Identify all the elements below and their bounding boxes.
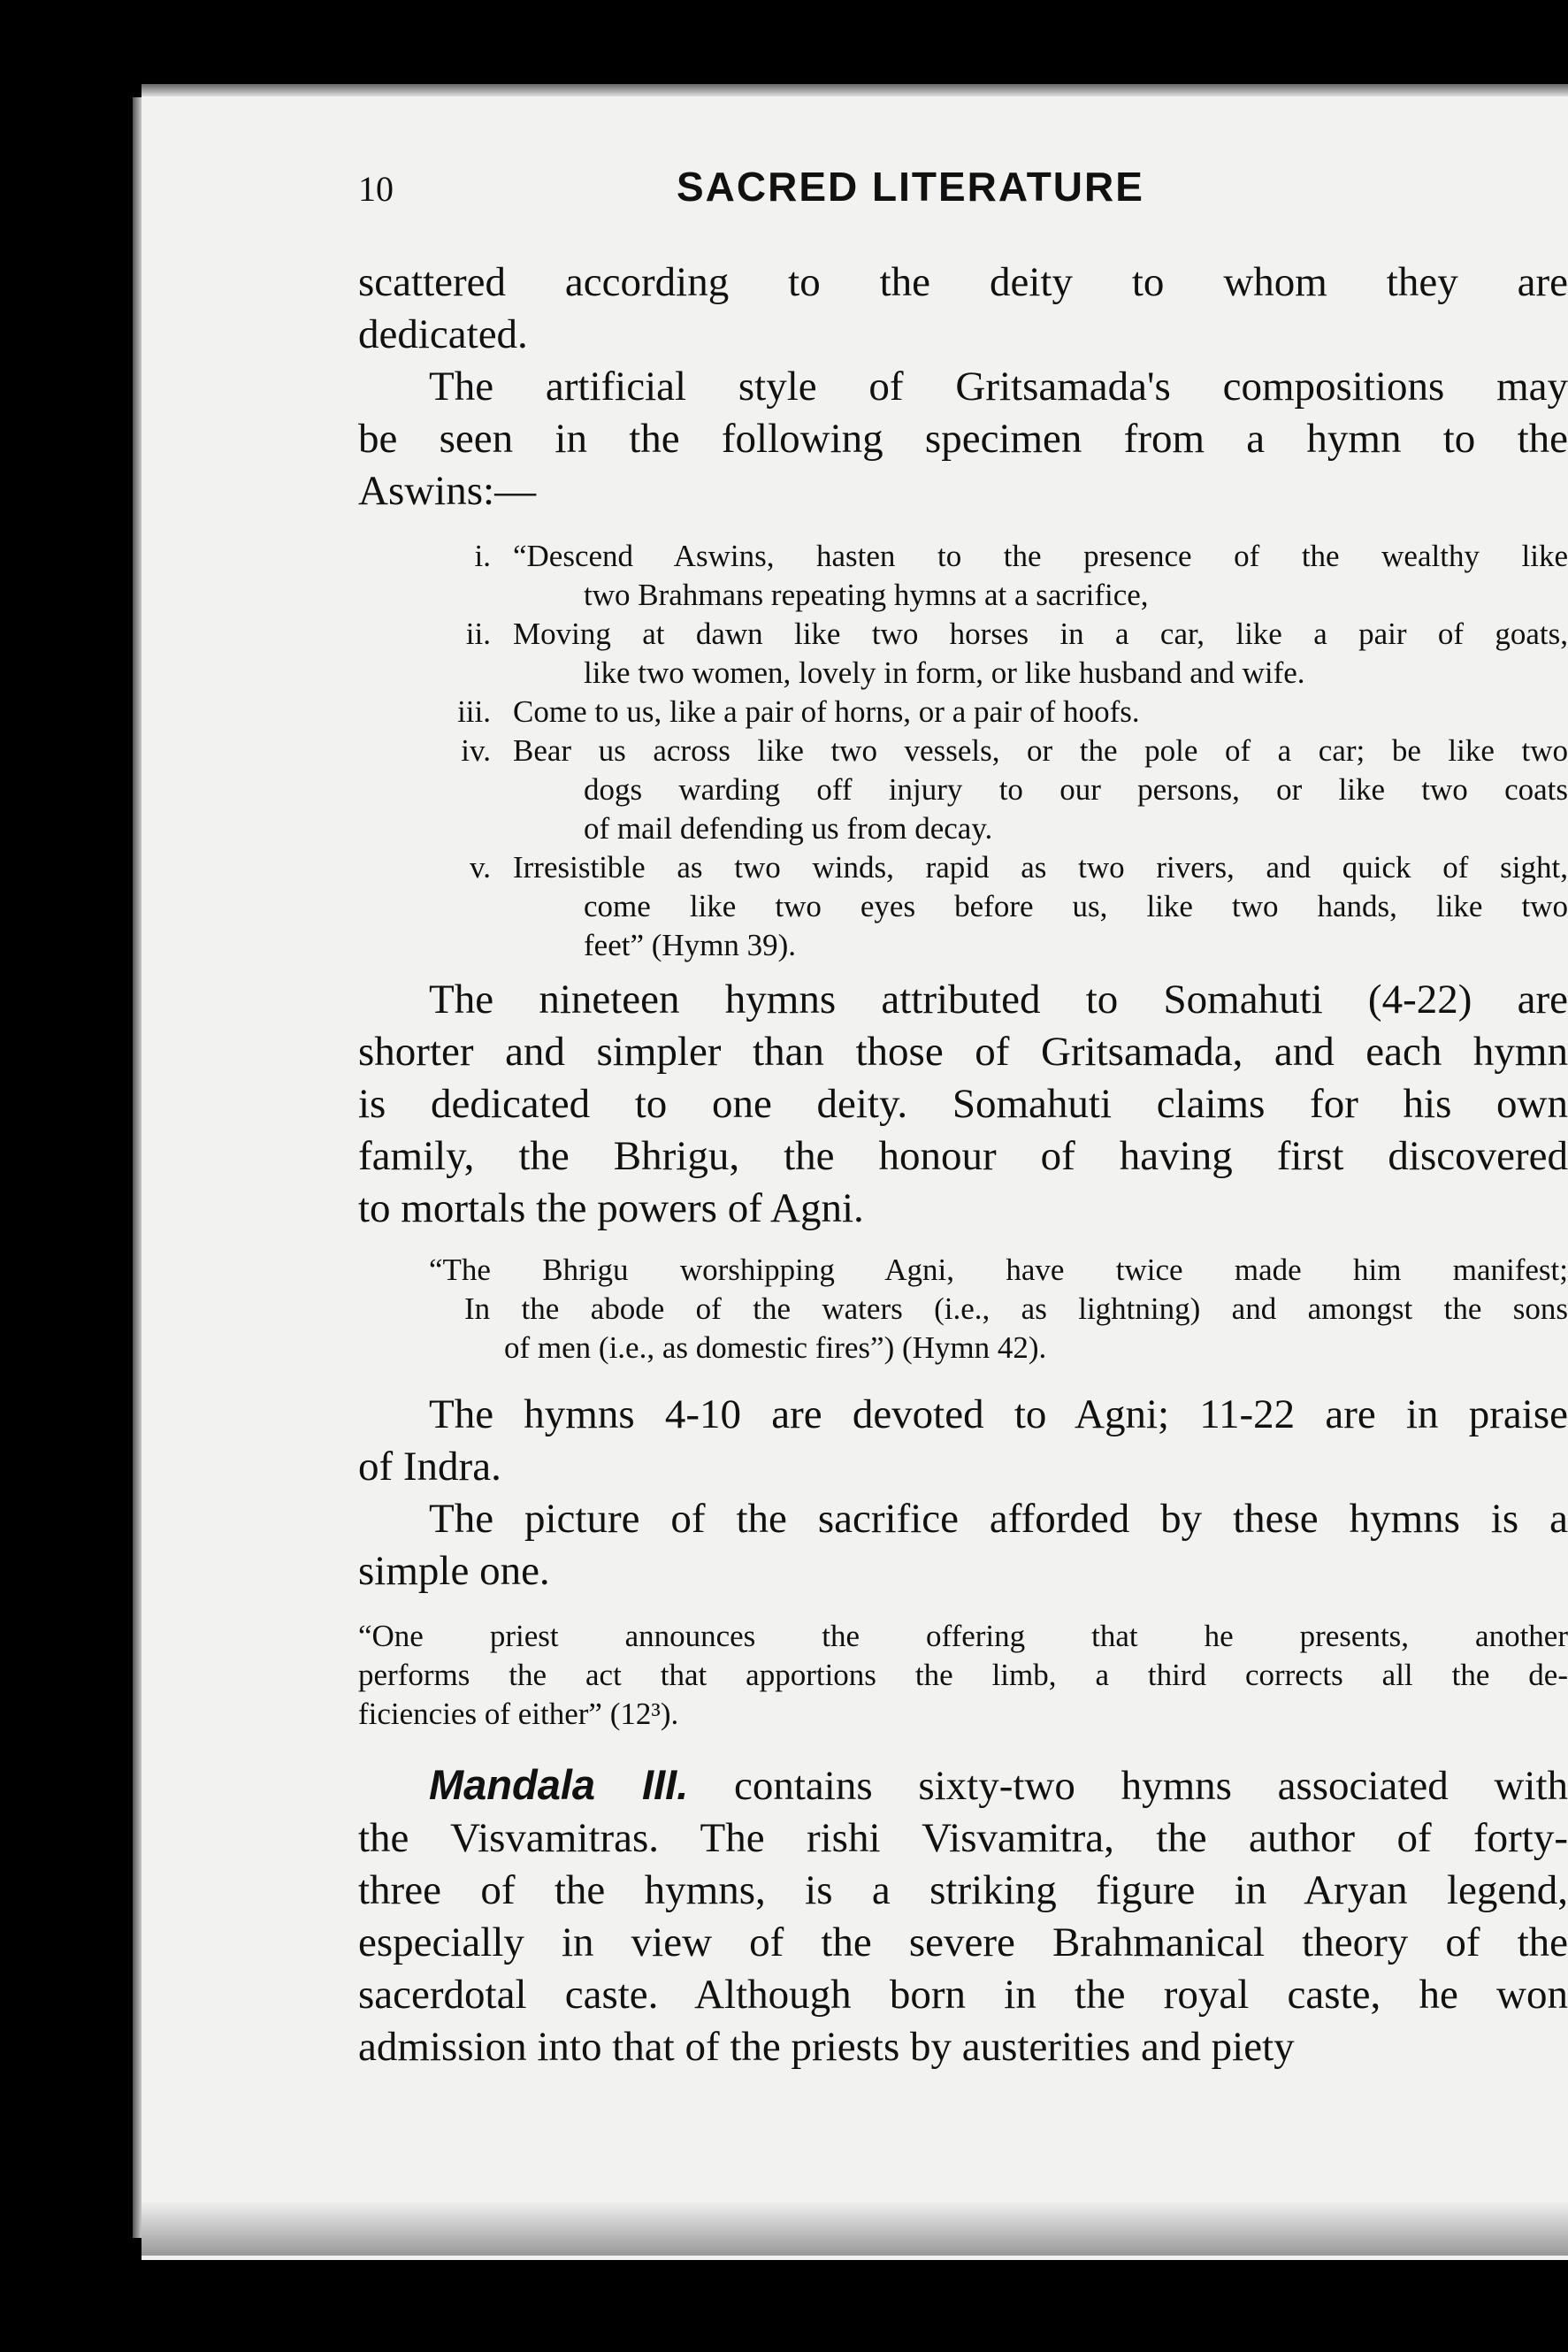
text-line: The hymns 4-10 are devoted to Agni; 11-22 are in praise [429,1391,1568,1437]
list-item [358,732,1568,848]
text-line: simple one. [358,1548,550,1594]
text-fragment: contains sixty-two hymns associated with [688,1763,1568,1809]
text-line: The artificial style of Gritsamada's compositions may [429,364,1568,410]
list-numeral: iv. [461,733,491,768]
list-item [358,615,1568,693]
page-header [358,164,1568,221]
text-line: is dedicated to one deity. Somahuti claims for his own [358,1081,1568,1127]
text-line: especially in view of the severe Brahmanical theory of the [358,1919,1568,1965]
text-line: to mortals the powers of Agni. [358,1185,864,1231]
text-line: of Indra. [358,1444,501,1490]
text-line: dedicated. [358,311,528,357]
text-line: The picture of the sacrifice afforded by these hymns is a [429,1496,1568,1542]
text-line: Bear us across like two vessels, or the pole of a car; be like two [513,733,1568,768]
text-line: of mail defending us from decay. [584,811,993,846]
text-line: ficiencies of either” (12³). [358,1697,679,1731]
text-line: “One priest announces the offering that he presents, another [358,1619,1568,1653]
text-line: be seen in the following specimen from a hymn to the [358,416,1568,462]
list-numeral: i. [474,539,491,573]
block-quote-priests [358,1617,1568,1734]
paragraph-1 [358,257,1568,361]
text-line: shorter and simpler than those of Gritsamada, and each hymn [358,1029,1568,1075]
text-line: family, the Bhrigu, the honour of having first discovered [358,1133,1568,1179]
text-line: two Brahmans repeating hymns at a sacrifice, [584,578,1149,612]
list-item [358,693,1568,732]
text-line: three of the hymns, is a striking figure in Aryan legend, [358,1867,1568,1913]
text-line: performs the act that apportions the limb, a third corrects all the de- [358,1658,1568,1692]
text-line: of men (i.e., as domestic fires”) (Hymn 42). [504,1330,1047,1365]
paragraph-4 [358,1389,1568,1493]
block-quote-bhrigu [358,1251,1568,1368]
text-line: dogs warding off injury to our persons, or like two coats [584,772,1568,807]
page-number: 10 [358,169,394,209]
list-numeral: v. [470,850,491,885]
text-line [358,1758,1568,1812]
text-line: come like two eyes before us, like two hands, like two [584,889,1568,923]
list-numeral: iii. [457,694,491,729]
text-line: feet” (Hymn 39). [584,928,797,962]
hymn-specimen-list [358,537,1568,965]
text-line: admission into that of the priests by austerities and piety [358,2024,1295,2070]
paragraph-5 [358,1493,1568,1597]
paragraph-3 [358,974,1568,1235]
text-line: “The Bhrigu worshipping Agni, have twice made him manifest; [429,1253,1568,1287]
text-line: Come to us, like a pair of horns, or a pair of hoofs. [513,694,1140,729]
text-line: Aswins:— [358,468,537,514]
list-item [358,848,1568,965]
text-line: the Visvamitras. The rishi Visvamitra, the author of forty- [358,1815,1568,1861]
text-line: The nineteen hymns attributed to Somahuti (4-22) are [429,977,1568,1023]
text-line: Moving at dawn like two horses in a car, like a pair of goats, [513,617,1568,651]
paragraph-2 [358,361,1568,517]
mandala-heading: Mandala III. [429,1761,689,1808]
text-line: scattered according to the deity to whom they are [358,259,1568,305]
text-line: sacerdotal caste. Although born in the royal caste, he won [358,1972,1568,2018]
page-top-edge [142,84,1568,96]
text-line: “Descend Aswins, hasten to the presence of the wealthy like [513,539,1568,573]
page-body [358,257,1568,2073]
list-numeral: ii. [465,617,491,651]
running-title: SACRED LITERATURE [677,164,1144,210]
page-bottom-edge [142,2203,1568,2256]
text-line: Irresistible as two winds, rapid as two rivers, and quick of sight, [513,850,1568,885]
text-line: like two women, lovely in form, or like husband and wife. [584,655,1305,690]
text-line: In the abode of the waters (i.e., as lightning) and amongst the sons [464,1291,1568,1326]
list-item [358,537,1568,615]
paragraph-6 [358,1758,1568,2073]
